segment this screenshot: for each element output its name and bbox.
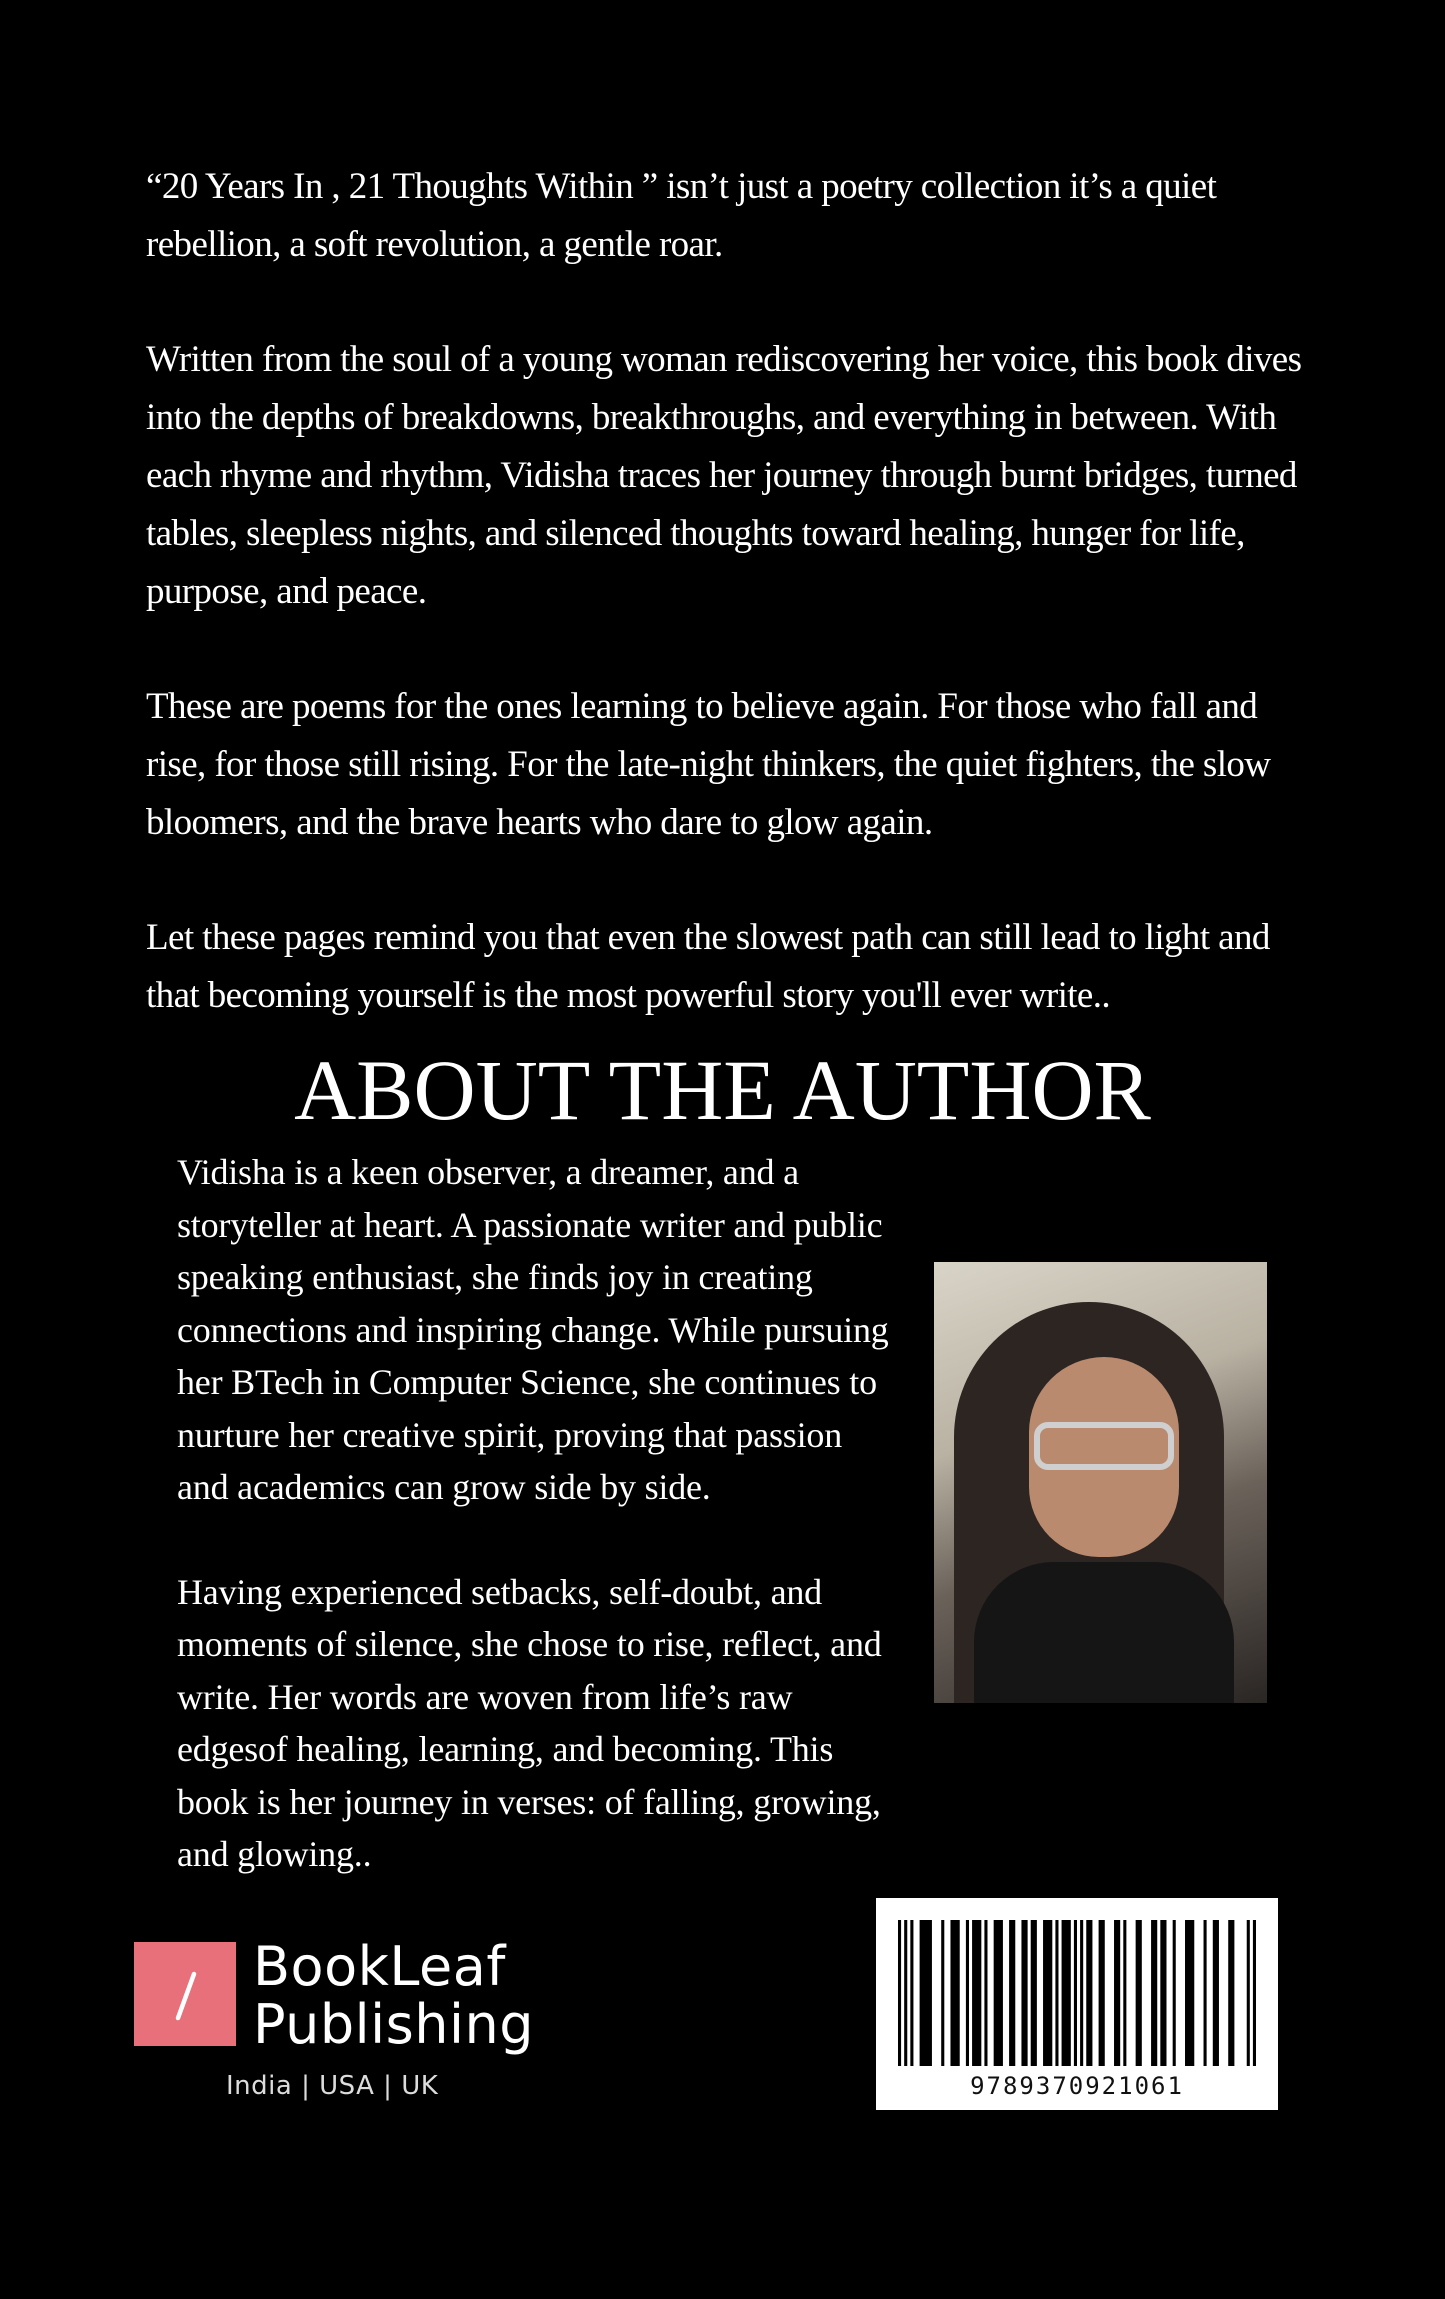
barcode-bar — [966, 1920, 969, 2066]
barcode-bar — [972, 1920, 981, 2066]
publisher-name-line1: BookLeaf — [253, 1935, 506, 1998]
blurb-paragraph-1: “20 Years In , 21 Thoughts Within ” isn’t just a poetry collection it’s a quiet rebellion, a soft revolution, a gentle roar. — [146, 166, 1217, 265]
author-bio — [177, 1146, 897, 1933]
barcode-bar — [1173, 1920, 1176, 2066]
barcode-bar — [1213, 1920, 1219, 2066]
barcode-bar — [1247, 1920, 1250, 2066]
barcode-bar — [920, 1920, 932, 2066]
barcode-bar — [984, 1920, 987, 2066]
back-cover-blurb — [146, 158, 1316, 1082]
bio-paragraph-2: Having experienced setbacks, self-doubt, and moments of silence, she chose to rise, reflect, and write. Her words are woven from life’s raw edgesof healing, learning, and becoming. This book is her journey in verses: of falling, growing, and glowing.. — [177, 1571, 882, 1874]
barcode-bar — [1123, 1920, 1126, 2066]
barcode-bar — [941, 1920, 944, 2066]
barcode-bar — [1160, 1920, 1166, 2066]
blurb-paragraph-4: Let these pages remind you that even the slowest path can still lead to light and that becoming yourself is the most powerful story you'll ever write.. — [146, 917, 1270, 1016]
author-photo — [934, 1262, 1267, 1703]
barcode-bar — [1086, 1920, 1092, 2066]
barcode-bar — [1062, 1920, 1071, 2066]
publisher-name-line2: Publishing — [253, 1993, 534, 2056]
bio-paragraph-1: Vidisha is a keen observer, a dreamer, and a storyteller at heart. A passionate writer and public speaking enthusiast, she finds joy in creating connections and inspiring change. While pursuing her BTech in Computer Science, she continues to nurture her creative spirit, proving that passion and academics can grow side by side. — [177, 1152, 889, 1507]
barcode-bar — [1151, 1920, 1157, 2066]
barcode-bar — [950, 1920, 959, 2066]
barcode-bar — [1228, 1920, 1234, 2066]
barcode-bar — [1055, 1920, 1058, 2066]
publisher-name — [253, 1935, 534, 2056]
barcode-bar — [1136, 1920, 1142, 2066]
barcode-bar — [1099, 1920, 1105, 2066]
barcode-bar — [910, 1920, 913, 2066]
barcode-bar — [1080, 1920, 1083, 2066]
blurb-paragraph-3: These are poems for the ones learning to believe again. For those who fall and rise, for those still rising. For the late-night thinkers, the quiet fighters, the slow bloomers, and the brave hearts who dare to glow again. — [146, 686, 1271, 843]
publisher-countries: India | USA | UK — [226, 2071, 439, 2101]
publisher-logo-icon — [134, 1942, 236, 2046]
isbn-number: 9789370921061 — [970, 2072, 1184, 2100]
barcode-bar — [1021, 1920, 1027, 2066]
barcode-bar — [904, 1920, 907, 2066]
barcode-bar — [1043, 1920, 1052, 2066]
barcode-bar — [994, 1920, 1003, 2066]
barcode-bar — [1185, 1920, 1194, 2066]
barcode-bar — [1009, 1920, 1015, 2066]
barcode-bar — [1253, 1920, 1256, 2066]
blurb-paragraph-2: Written from the soul of a young woman rediscovering her voice, this book dives into the depths of breakdowns, breakthroughs, and everything in between. With each rhyme and rhythm, Vidisha traces her journey through burnt bridges, turned tables, sleepless nights, and silenced thoughts toward healing, hunger for life, purpose, and peace. — [146, 339, 1302, 612]
barcode-bar — [1114, 1920, 1120, 2066]
barcode-bar — [1074, 1920, 1077, 2066]
barcode-bar — [1031, 1920, 1037, 2066]
about-author-heading: ABOUT THE AUTHOR — [294, 1042, 1151, 1138]
isbn-barcode — [876, 1898, 1278, 2110]
barcode-bar — [1204, 1920, 1207, 2066]
barcode-bar — [898, 1920, 901, 2066]
